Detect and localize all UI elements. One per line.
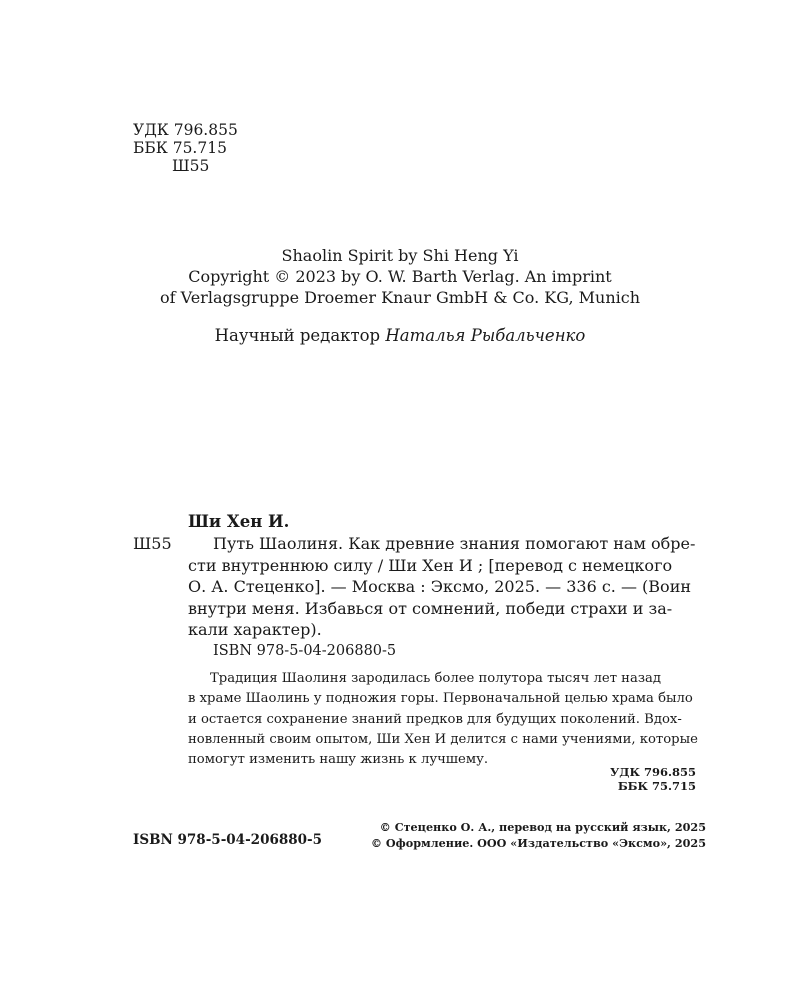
record-author-mark: Ш55 [133, 534, 172, 553]
annotation-line: помогут изменить нашу жизнь к лучшему. [188, 752, 489, 767]
annotation-line: и остается сохранение знаний предков для будущих поколений. Вдох- [188, 712, 682, 727]
udk-code-small: УДК 796.855 [609, 765, 696, 779]
original-copyright-line2: of Verlagsgruppe Droemer Knaur GmbH & Co. KG, Munich [159, 288, 640, 307]
original-title-line: Shaolin Spirit by Shi Heng Yi [281, 246, 519, 265]
description-line: внутри меня. Избавься от сомнений, победи страхи и за- [188, 599, 673, 618]
description-line: кали характер). [188, 620, 322, 639]
bbk-code-small: ББК 75.715 [617, 779, 696, 793]
description-line: Путь Шаолиня. Как древние знания помогают нам обре- [213, 534, 696, 553]
description-line: сти внутреннюю силу / Ши Хен И ; [перевод с немецкого [188, 556, 673, 575]
udk-code: УДК 796.855 [133, 121, 238, 139]
copyright-design: © Оформление. ООО «Издательство «Эксмо», 2025 [370, 836, 706, 850]
annotation-line: в храме Шаолинь у подножия горы. Первоначальной целью храма было [188, 691, 693, 706]
isbn-bottom: ISBN 978-5-04-206880-5 [133, 832, 323, 848]
original-copyright-line1: Copyright © 2023 by O. W. Barth Verlag. An imprint [188, 267, 612, 286]
author-mark-top: Ш55 [172, 157, 210, 175]
bbk-code: ББК 75.715 [133, 139, 227, 157]
editor-name: Наталья Рыбальченко [385, 326, 586, 345]
description-line: О. А. Стеценко]. — Москва : Эксмо, 2025. — 336 с. — (Воин [188, 577, 692, 596]
record-isbn: ISBN 978-5-04-206880-5 [213, 643, 397, 659]
annotation-line: Традиция Шаолиня зародилась более полутора тысяч лет назад [210, 671, 662, 686]
editor-label: Научный редактор [214, 326, 386, 345]
copyright-translation: © Стеценко О. А., перевод на русский язык, 2025 [379, 820, 706, 834]
record-author: Ши Хен И. [188, 512, 290, 531]
annotation-line: новленный своим опытом, Ши Хен И делится с нами учениями, которые [188, 732, 698, 747]
scientific-editor [0, 326, 800, 345]
